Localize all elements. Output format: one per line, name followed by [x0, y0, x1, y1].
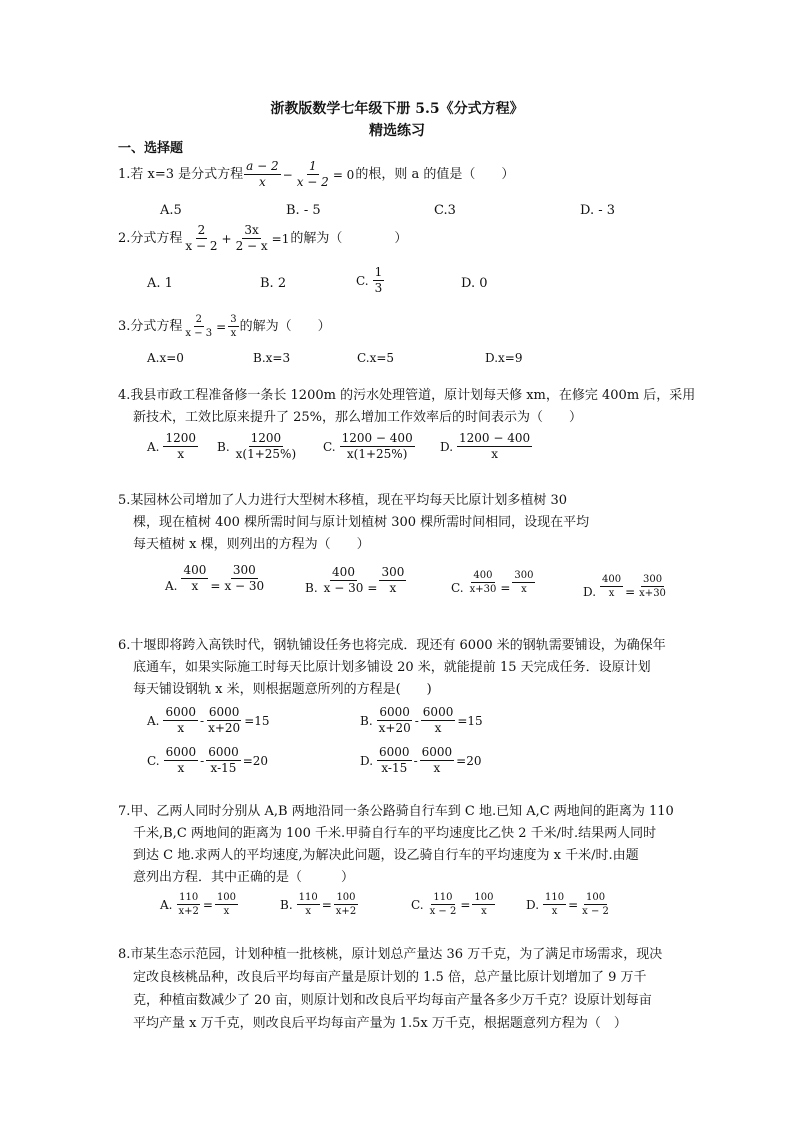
fraction: 1200 − 400 x(1+25%)	[341, 431, 413, 461]
page-subtitle: 精选练习	[369, 123, 425, 139]
question-4-line-1: 4.我县市政工程准备修一条长 1200m 的污水处理管道，原计划每天修 xm，在修完 400m 后，采用	[118, 388, 696, 403]
fraction: 6000 x-15	[379, 745, 410, 775]
q3-option-a[interactable]: A.x=0	[147, 351, 184, 365]
page-title: 浙教版数学七年级下册 5.5《分式方程》	[270, 101, 524, 117]
fraction: $\frac{100}{x - 2}$	[582, 892, 609, 917]
q7-option-d[interactable]: D. $\frac{110}{x}$ = $\frac{100}{x - 2}$	[526, 892, 609, 917]
fraction: $\frac{110}{x}$	[545, 892, 565, 917]
question-8-line-1: 8.市某生态示范园，计划种植一批核桃，原计划总产量达 36 万千克，为了满足市场需求，现决	[118, 947, 663, 962]
question-5-line-1: 5.某园林公司增加了人力进行大型树木移植，现在平均每天比原计划多植树 30	[118, 493, 568, 508]
q4-option-c[interactable]: C. 1200 − 400 x(1+25%)	[323, 431, 413, 461]
fraction: 1200 x	[165, 431, 197, 461]
fraction: $\frac{6000}{x+20}$	[208, 705, 241, 735]
q5-option-a[interactable]: A. $\frac{400}{x}$ = $\frac{300}{x - 30}$	[165, 563, 265, 593]
q2-option-b[interactable]: B. 2	[260, 276, 287, 291]
q5-option-b[interactable]: B. $\frac{400}{x - 30}$ = $\frac{300}{x}$	[305, 565, 405, 595]
fraction: $\frac{3x}{2 - x}$	[235, 223, 268, 253]
q3-option-b[interactable]: B.x=3	[253, 351, 291, 365]
fraction: $\frac{300}{x}$	[514, 570, 534, 595]
fraction: 2 x − 2	[185, 223, 218, 253]
q3-option-c[interactable]: C.x=5	[357, 351, 395, 365]
fraction: $\frac{6000}{x}$	[421, 745, 453, 775]
q1-option-d[interactable]: D. - 3	[580, 203, 616, 218]
q1-option-c[interactable]: C.3	[434, 203, 456, 218]
question-8-line-4: 平均产量 x 万千克，则改良后平均每亩产量为 1.5x 万千克，根据题意列方程为（ ）	[133, 1016, 627, 1031]
q2-option-c[interactable]: C. 1 3	[356, 265, 383, 295]
question-6-line-3: 每天铺设钢轨 x 米，则根据题意所列的方程是( )	[133, 682, 432, 697]
fraction: $\frac{6000}{x-15}$	[208, 745, 239, 775]
fraction: $\frac{6000}{x}$	[422, 705, 454, 735]
fraction: a − 2 x	[246, 159, 279, 189]
question-1: 1.若 x=3 是分式方程 a − 2 x − $\frac{1}{x - 2}$ = 0 的根，则 a 的值是（ ）	[118, 159, 515, 189]
fraction: 6000 x+20	[378, 705, 411, 735]
fraction: 6000 x	[165, 705, 197, 735]
q6-option-b[interactable]: B. 6000 x+20 - $\frac{6000}{x}$ =15	[360, 705, 483, 735]
question-7-line-2: 千米,B,C 两地间的距离为 100 千米.甲骑自行车的平均速度比乙快 2 千米/时.结果两人同时	[133, 826, 657, 841]
fraction: $\frac{400}{x}$	[183, 563, 207, 593]
question-7-line-4: 意列出方程．其中正确的是（ ）	[133, 870, 355, 885]
fraction: $\frac{400}{x}$	[602, 574, 622, 599]
question-7-line-1: 7.甲、乙两人同时分别从 A,B 两地沿同一条公路骑自行车到 C 地.已知 A,C 两地间的距离为 110	[118, 804, 674, 819]
fraction: 1200 − 400 x	[459, 431, 531, 461]
q4-option-a[interactable]: A. 1200 x	[147, 431, 197, 461]
question-4-line-2: 新技术，工效比原来提升了 25%，那么增加工作效率后的时间表示为（ ）	[133, 410, 583, 425]
q6-option-c[interactable]: C. 6000 x - $\frac{6000}{x-15}$ =20	[147, 745, 269, 775]
question-8-line-3: 克，种植亩数减少了 20 亩，则原计划和改良后平均每亩产量各多少万千克？设原计划每亩	[133, 993, 652, 1008]
q5-option-c[interactable]: C. $\frac{400}{x+30}$ = $\frac{300}{x}$	[451, 570, 534, 595]
q6-option-a[interactable]: A. 6000 x - $\frac{6000}{x+20}$ =15	[147, 705, 270, 735]
fraction: $\frac{100}{x}$	[216, 892, 237, 917]
question-2: 2.分式方程 2 x − 2 + $\frac{3x}{2 - x}$ =1 的解为（ ）	[118, 223, 408, 253]
q7-option-a[interactable]: A. $\frac{110}{x+2}$ = $\frac{100}{x}$	[160, 892, 237, 917]
fraction: $\frac{300}{x}$	[381, 565, 405, 595]
fraction: $\frac{400}{x - 30}$	[323, 565, 364, 595]
q2-option-a[interactable]: A. 1	[147, 276, 173, 291]
fraction: $\frac{100}{x+2}$	[335, 892, 357, 917]
q7-option-c[interactable]: C. $\frac{110}{x - 2}$ = $\frac{100}{x}$	[411, 892, 494, 917]
fraction: $\frac{110}{x+2}$	[178, 892, 199, 917]
question-3: 3.分式方程 $\frac{2}{x - 3}$ = $\frac{3}{x}$ 的解为（ ）	[118, 314, 331, 339]
question-6-line-1: 6.十堰即将跨入高铁时代，钢轨铺设任务也将完成．现还有 6000 米的钢轨需要铺设，为确保年	[118, 638, 666, 653]
fraction: 6000 x	[165, 745, 197, 775]
fraction: $\frac{3}{x}$	[230, 314, 237, 339]
q7-option-b[interactable]: B. $\frac{110}{x}$ = $\frac{100}{x+2}$	[280, 892, 357, 917]
question-7-line-3: 到达 C 地.求两人的平均速度,为解决此问题，设乙骑自行车的平均速度为 x 千米/时.由题	[133, 848, 639, 863]
question-5-line-3: 每天植树 x 棵，则列出的方程为（ ）	[133, 537, 370, 552]
fraction: $\frac{100}{x}$	[474, 892, 494, 917]
q2-option-d[interactable]: D. 0	[461, 276, 488, 291]
q6-option-d[interactable]: D. 6000 x-15 - $\frac{6000}{x}$ =20	[360, 745, 482, 775]
question-8-line-2: 定改良核桃品种，改良后平均每亩产量是原计划的 1.5 倍，总产量比原计划增加了 9 万千	[133, 970, 647, 985]
question-5-line-2: 棵，现在植树 400 棵所需时间与原计划植树 300 棵所需时间相同，设现在平均	[133, 515, 590, 530]
fraction: $\frac{2}{x - 3}$	[185, 314, 213, 339]
fraction: $\frac{300}{x - 30}$	[224, 563, 265, 593]
fraction: $\frac{400}{x+30}$	[469, 570, 497, 595]
fraction: $\frac{1}{x - 2}$	[296, 159, 329, 189]
q4-option-d[interactable]: D. 1200 − 400 x	[440, 431, 531, 461]
q5-option-d[interactable]: D. $\frac{400}{x}$ = $\frac{300}{x+30}$	[583, 574, 666, 599]
fraction: $\frac{110}{x}$	[298, 892, 318, 917]
section-heading: 一、选择题	[118, 141, 184, 156]
question-6-line-2: 底通车，如果实际施工时每天比原计划多铺设 20 米，就能提前 15 天完成任务．设原计划	[133, 660, 651, 675]
fraction: 1200 x(1+25%)	[235, 431, 297, 461]
q1-option-a[interactable]: A.5	[160, 203, 182, 218]
fraction: 1 3	[374, 265, 383, 295]
q4-option-b[interactable]: B. 1200 x(1+25%)	[217, 431, 297, 461]
fraction: $\frac{110}{x - 2}$	[429, 892, 457, 917]
q1-option-b[interactable]: B. - 5	[286, 203, 321, 218]
q3-option-d[interactable]: D.x=9	[485, 351, 523, 365]
fraction: $\frac{300}{x+30}$	[639, 574, 666, 599]
